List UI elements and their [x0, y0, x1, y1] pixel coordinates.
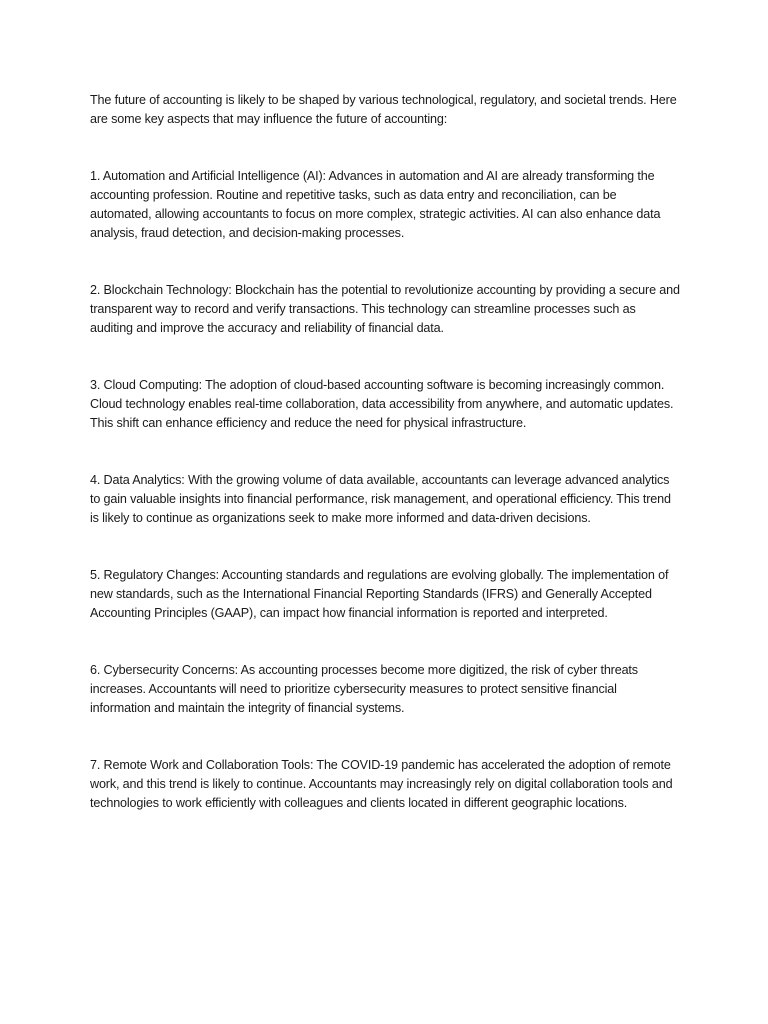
trend-remote-work: 7. Remote Work and Collaboration Tools: The COVID-19 pandemic has accelerated the adoption of remote work, and this trend is likely to continue. Accountants may increasingly rely on digital collaboration tools and technologies to work efficiently with colleagues and clients located in different geographic locations.	[90, 758, 673, 810]
document-page	[90, 91, 680, 851]
intro-paragraph: The future of accounting is likely to be shaped by various technological, regulatory, and societal trends. Here are some key aspects that may influence the future of accounting:	[90, 93, 677, 126]
trend-regulatory-changes: 5. Regulatory Changes: Accounting standards and regulations are evolving globally. The implementation of new standards, such as the International Financial Reporting Standards (IFRS) and Generally Accepted Accounting Principles (GAAP), can impact how financial information is reported and interpreted.	[90, 568, 669, 620]
trend-data-analytics: 4. Data Analytics: With the growing volume of data available, accountants can leverage advanced analytics to gain valuable insights into financial performance, risk management, and operational efficiency. This trend is likely to continue as organizations seek to make more informed and data-driven decisions.	[90, 473, 671, 525]
trend-cybersecurity: 6. Cybersecurity Concerns: As accounting processes become more digitized, the risk of cyber threats increases. Accountants will need to prioritize cybersecurity measures to protect sensitive financial information and maintain the integrity of financial systems.	[90, 663, 638, 715]
trend-blockchain: 2. Blockchain Technology: Blockchain has the potential to revolutionize accounting by providing a secure and transparent way to record and verify transactions. This technology can streamline processes such as auditing and improve the accuracy and reliability of financial data.	[90, 283, 680, 335]
trend-automation-ai: 1. Automation and Artificial Intelligence (AI): Advances in automation and AI are already transforming the accounting profession. Routine and repetitive tasks, such as data entry and reconciliation, can be automated, allowing accountants to focus on more complex, strategic activities. AI can also enhance data analysis, fraud detection, and decision-making processes.	[90, 169, 661, 240]
trend-cloud-computing: 3. Cloud Computing: The adoption of cloud-based accounting software is becoming increasingly common. Cloud technology enables real-time collaboration, data accessibility from anywhere, and automatic updates. This shift can enhance efficiency and reduce the need for physical infrastructure.	[90, 378, 674, 430]
